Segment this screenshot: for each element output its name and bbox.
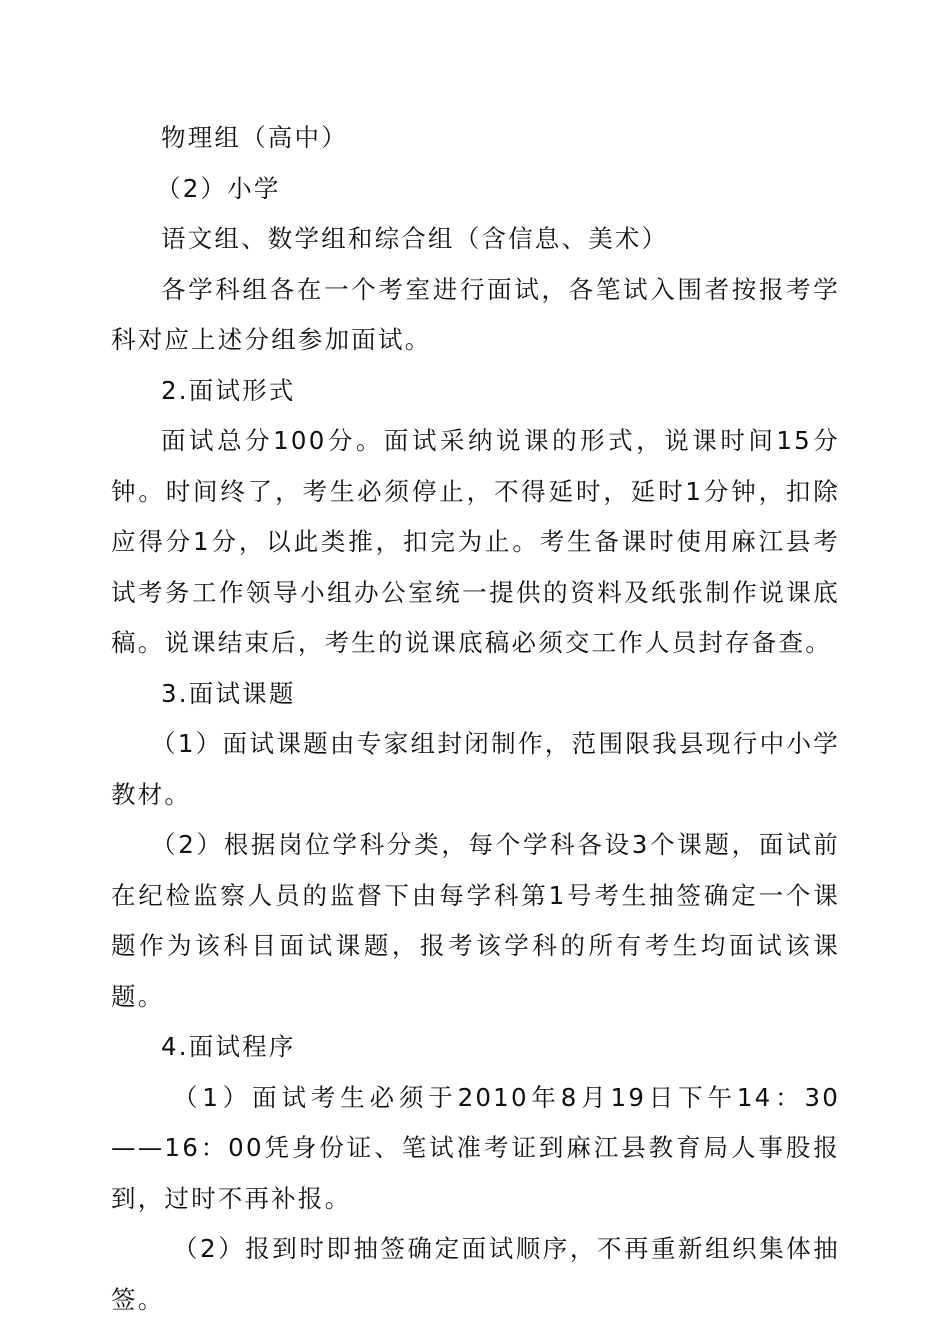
paragraph-primary-heading: （2）小学 <box>156 173 281 203</box>
paragraph-group-arrangement: 各学科组各在一个考室进行面试，各笔试入围者按报考学科对应上述分组参加面试。 <box>111 274 840 354</box>
paragraph-physics-group: 物理组（高中） <box>161 123 348 152</box>
paragraph-procedure-item-2: （2）报到时即抽签确定面试顺序，不再重新组织集体抽签。 <box>111 1234 840 1314</box>
section-heading-interview-format: 2.面试形式 <box>161 375 296 405</box>
paragraph-primary-groups: 语文组、数学组和综合组（含信息、美术） <box>161 224 669 253</box>
paragraph-procedure-item-1: （1）面试考生必须于2010年8月19日下午14：30——16：00凭身份证、笔试准考证到麻江县教育局人事股报到，过时不再补报。 <box>111 1082 840 1213</box>
paragraph-topics-item-2: （2）根据岗位学科分类，每个学科各设3个课题，面试前在纪检监察人员的监督下由每学科第1号考生抽签确定一个课题作为该科目面试课题，报考该学科的所有考生均面试该课题。 <box>111 830 840 1011</box>
section-heading-interview-topics: 3.面试课题 <box>161 678 296 708</box>
section-heading-interview-procedure: 4.面试程序 <box>161 1032 296 1061</box>
paragraph-interview-format: 面试总分100分。面试采纳说课的形式，说课时间15分钟。时间终了，考生必须停止，不得延时，延时1分钟，扣除应得分1分，以此类推，扣完为止。考生备课时使用麻江县考试考务工作领导小组办公室统一提供的资料及纸张制作说课底稿。说课结束后，考生的说课底稿必须交工作人员封存备查。 <box>111 426 840 657</box>
paragraph-topics-item-1: （1）面试课题由专家组封闭制作，范围限我县现行中小学教材。 <box>111 729 840 809</box>
document-body <box>111 113 840 1325</box>
